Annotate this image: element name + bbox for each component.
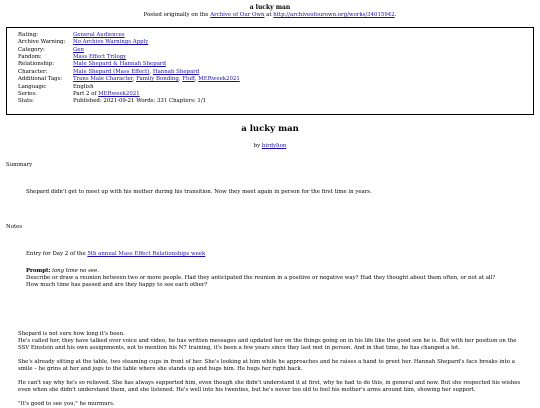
notes-entry-prefix: Entry for Day 2 of the	[26, 250, 88, 257]
story-paragraph: "It's good to see you," he murmurs.	[18, 401, 115, 408]
prompt-text: Describe or draw a reunion between two or more people. Had they anticipated the reunion in a positive or negative way? Had they thought about them often, or not at all? How much time has passed and are they happy to see each other?	[26, 274, 496, 288]
character-label: Character:	[18, 68, 48, 75]
tag-link[interactable]: Fluff	[182, 76, 195, 83]
document-header	[0, 0, 540, 19]
meta-row-fandom	[18, 54, 525, 61]
series-label: Series:	[18, 90, 37, 97]
meta-row-stats	[18, 98, 525, 105]
summary-heading: Summary	[6, 161, 33, 168]
language-label: Language:	[18, 83, 47, 90]
story-paragraph: He's called her, they have talked over voice and video, he has written messages and updated her on the things going on in his life like the good son he is. But with her position on the SSV Einstein and his own assignments, not to mention his N7 training, it's been a few years since they last met in person. And in that time, he has changed a lot.	[18, 338, 517, 352]
notes-heading: Notes	[6, 223, 23, 230]
story-paragraph: She's already sitting at the table, two steaming cups in front of her. She's looking at him while he approaches and he raises a hand to greet her. Hannah Shepard's face breaks into a smile – he grins at her and jogs to the table where she stands up and hugs him. He hugs her right back.	[18, 359, 515, 373]
story-paragraph: Shepard is not sure how long it's been.	[18, 330, 125, 337]
meta-row-character: Character: Male Shepard (Mass Effect), Hannah Shepard	[18, 68, 200, 75]
tag-link[interactable]: MERweek2021	[198, 76, 240, 83]
category-link[interactable]: Gen	[73, 46, 84, 53]
notes-entry	[26, 251, 496, 258]
relationship-label: Relationship:	[18, 61, 55, 68]
posted-suffix: .	[394, 11, 397, 18]
rating-label: Rating:	[18, 31, 39, 38]
story-paragraph: He can't say why he's so relieved. She has always supported him, even though she didn't understand it at first, why he had to do this, in general and now. But she respected his wishes even when she didn't understand them, and she listened. He's well into his twenties, but he's never too old to feel his mother's arms around him, showing her support.	[18, 380, 521, 394]
fandom-link[interactable]: Mass Effect Trilogy	[73, 53, 127, 60]
meta-row-language	[18, 84, 525, 91]
warning-link[interactable]: No Archive Warnings Apply	[73, 39, 149, 46]
fandom-label: Fandom:	[18, 53, 42, 60]
meta-row-series	[18, 91, 525, 98]
meta-row-tags: Additional Tags: Trans Male Character, Family Bonding, Fluff, MERweek2021	[18, 76, 240, 83]
prompt-label: Prompt:	[26, 267, 51, 274]
work-title: a lucky man	[241, 123, 299, 134]
story-body	[18, 331, 528, 408]
series-link[interactable]: MERweek2021	[98, 90, 140, 97]
language-value: English	[73, 83, 94, 90]
archive-link[interactable]: Archive of Our Own	[210, 11, 265, 18]
prompt-title: long time no see.	[50, 267, 99, 274]
merweek-link[interactable]: 5th annual Mass Effect Relationships week	[87, 250, 206, 257]
stats-label: Stats:	[18, 98, 34, 105]
character-link[interactable]: Male Shepard (Mass Effect)	[73, 68, 150, 75]
byline-prefix: by	[253, 142, 262, 149]
rating-link[interactable]: General Audiences	[73, 31, 125, 38]
work-url-link[interactable]: http://archiveofourown.org/works/34015942	[273, 11, 395, 18]
tags-label: Additional Tags:	[18, 76, 63, 83]
notes-prompt	[26, 268, 496, 289]
category-label: Category:	[18, 46, 45, 53]
posted-middle: at	[264, 11, 274, 18]
meta-row-warning	[18, 39, 525, 46]
relationship-link[interactable]: Male Shepard & Hannah Shepard	[73, 61, 166, 68]
series-prefix: Part 2 of	[73, 90, 99, 97]
summary-text: Shepard didn't get to meet up with his mother during his transition. Now they meet again in person for the first time in years.	[26, 188, 372, 195]
metadata-box	[6, 27, 534, 115]
author-link[interactable]: birdylion	[261, 142, 287, 149]
meta-row-rating	[18, 32, 525, 39]
header-title: a lucky man	[249, 4, 291, 11]
meta-row-relationship	[18, 61, 525, 68]
warning-label: Archive Warning:	[18, 39, 66, 46]
tag-link[interactable]: Family Bonding	[136, 76, 179, 83]
stats-value: Published: 2021-09-21 Words: 331 Chapters: 1/1	[73, 98, 207, 105]
meta-row-category	[18, 47, 525, 54]
posted-line	[0, 12, 540, 19]
byline	[0, 143, 540, 150]
character-link[interactable]: Hannah Shepard	[152, 68, 200, 75]
posted-prefix: Posted originally on the	[143, 11, 211, 18]
tag-link[interactable]: Trans Male Character	[73, 76, 133, 83]
